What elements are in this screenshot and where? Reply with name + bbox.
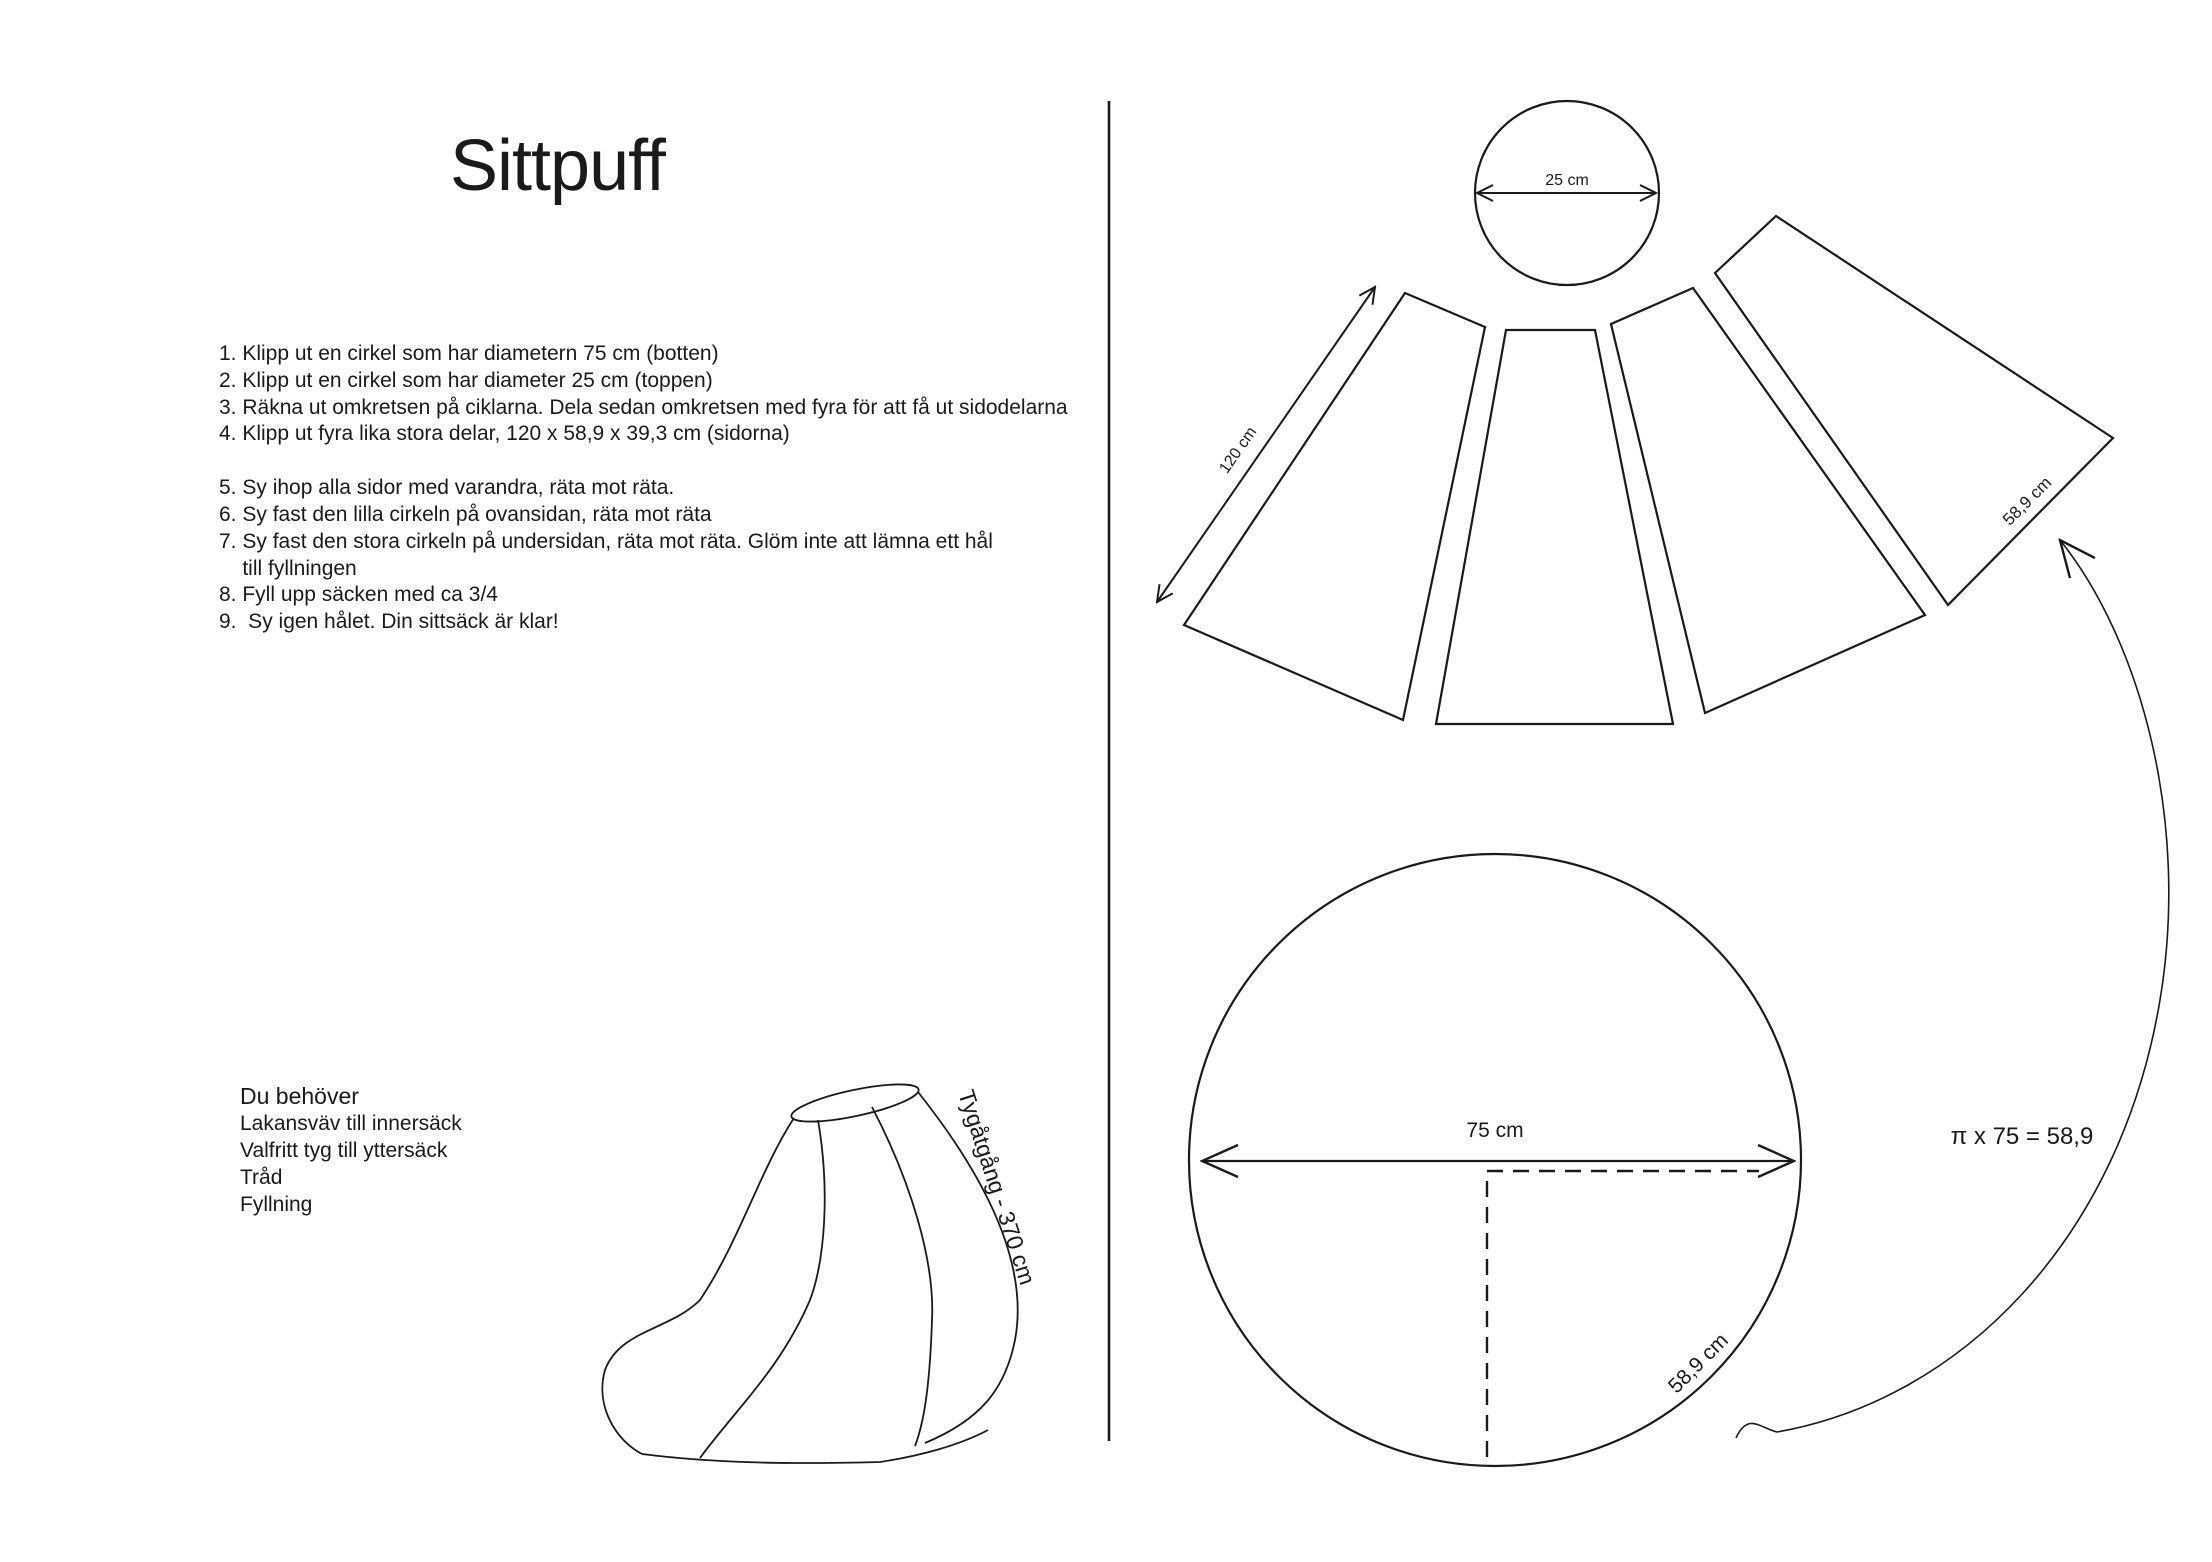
instruction-step: 4. Klipp ut fyra lika stora delar, 120 x 58,9 x 39,3 cm (sidorna) <box>219 422 790 446</box>
relation-arrow <box>1736 540 2169 1438</box>
bean-bag-bottom-outline <box>642 1430 988 1463</box>
bean-bag-seam <box>700 1120 825 1458</box>
side-length-arrow <box>1157 287 1375 602</box>
materials-item: Lakansväv till innersäck <box>240 1112 462 1135</box>
bottom-circle-label: 75 cm <box>1466 1119 1524 1142</box>
materials-heading: Du behöver <box>240 1083 359 1109</box>
materials-item: Fyllning <box>240 1193 313 1216</box>
instruction-step: 5. Sy ihop alla sidor med varandra, räta mot räta. <box>219 476 675 500</box>
bean-bag-left-outline <box>602 1118 794 1454</box>
formula-label: π x 75 = 58,9 <box>1950 1123 2094 1150</box>
instruction-step: 2. Klipp ut en cirkel som har diameter 25 cm (toppen) <box>219 368 713 392</box>
side-panels <box>1184 216 2113 724</box>
bean-bag-seam <box>872 1107 932 1446</box>
instruction-step: 3. Räkna ut omkretsen på ciklarna. Dela sedan omkretsen med fyra för att få ut sidodelarna <box>219 395 1068 419</box>
bottom-circle-piece <box>1189 854 1801 1466</box>
bean-bag-illustration <box>602 1077 1017 1463</box>
side-length-label: 120 cm <box>1216 424 1261 477</box>
instruction-step: 7. Sy fast den stora cirkeln på undersidan, räta mot räta. Glöm inte att lämna ett hål <box>219 529 993 553</box>
instruction-step: 1. Klipp ut en cirkel som har diametern 75 cm (botten) <box>219 342 719 365</box>
materials-item: Valfritt tyg till yttersäck <box>240 1139 448 1162</box>
top-circle-piece <box>1475 101 1659 285</box>
instruction-step: 9. Sy igen hålet. Din sittsäck är klar! <box>219 610 559 634</box>
instruction-step: 8. Fyll upp säcken med ca 3/4 <box>219 583 498 607</box>
fabric-usage-label: Tygåtgång - 370 cm <box>953 1086 1041 1288</box>
top-circle-label: 25 cm <box>1545 172 1589 189</box>
materials-item: Tråd <box>240 1166 283 1189</box>
bottom-arc-label: 58,9 cm <box>1663 1328 1733 1398</box>
instruction-step-continued: till fyllningen <box>219 556 357 580</box>
side-panel <box>1715 216 2113 605</box>
quarter-guide-dashed <box>1487 1171 1759 1457</box>
bean-bag-top <box>789 1077 922 1129</box>
side-panel <box>1184 293 1485 720</box>
instruction-step: 6. Sy fast den lilla cirkeln på ovansidan, räta mot räta <box>219 502 712 526</box>
bean-bag-right-outline <box>918 1092 1018 1443</box>
side-width-label: 58,9 cm <box>1999 473 2056 530</box>
page-title: Sittpuff <box>450 126 665 206</box>
